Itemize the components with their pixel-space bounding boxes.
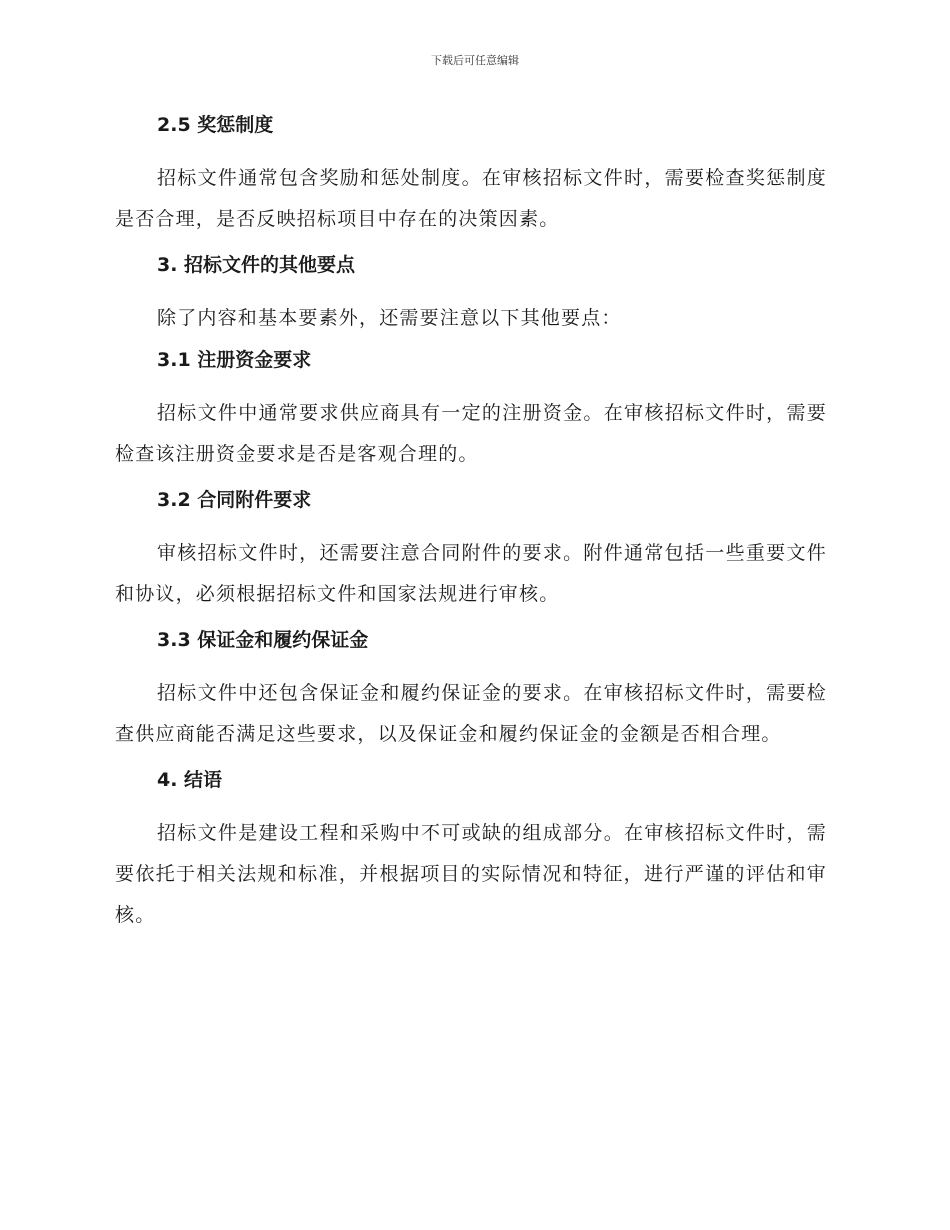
section-heading-3-3: 3.3 保证金和履约保证金	[157, 629, 369, 651]
section-heading-3-1: 3.1 注册资金要求	[157, 349, 312, 371]
document-body	[115, 110, 827, 946]
section-heading-2-5: 2.5 奖惩制度	[157, 114, 274, 136]
section-body-4: 招标文件是建设工程和采购中不可或缺的组成部分。在审核招标文件时，需要依托于相关法规和标准，并根据项目的实际情况和特征，进行严谨的评估和审核。	[115, 822, 827, 926]
section-body-3-2: 审核招标文件时，还需要注意合同附件的要求。附件通常包括一些重要文件和协议，必须根据招标文件和国家法规进行审核。	[115, 542, 827, 605]
section-heading-4: 4. 结语	[157, 769, 223, 791]
section-body-3-1: 招标文件中通常要求供应商具有一定的注册资金。在审核招标文件时，需要检查该注册资金要求是否是客观合理的。	[115, 402, 827, 465]
section-body-3-3: 招标文件中还包含保证金和履约保证金的要求。在审核招标文件时，需要检查供应商能否满足这些要求，以及保证金和履约保证金的金额是否相合理。	[115, 682, 827, 745]
section-body-3: 除了内容和基本要素外，还需要注意以下其他要点：	[157, 307, 622, 329]
section-heading-3-2: 3.2 合同附件要求	[157, 489, 312, 511]
section-heading-3: 3. 招标文件的其他要点	[157, 254, 356, 276]
section-body-2-5: 招标文件通常包含奖励和惩处制度。在审核招标文件时，需要检查奖惩制度是否合理，是否反映招标项目中存在的决策因素。	[115, 167, 827, 230]
page-header: 下载后可任意编辑	[431, 54, 519, 67]
